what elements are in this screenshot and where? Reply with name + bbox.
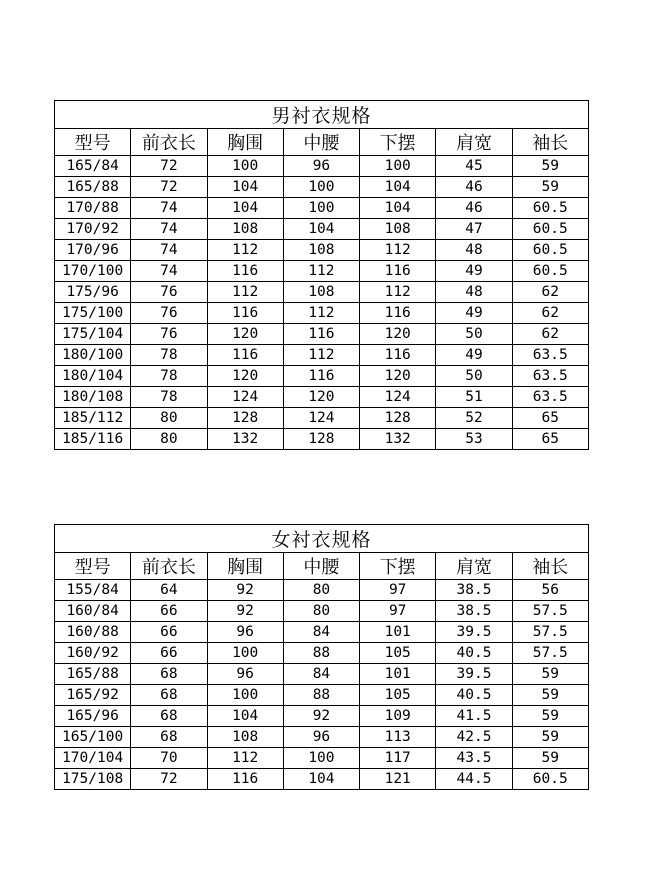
men-table-cell: 100 (283, 177, 359, 198)
women-table-cell: 108 (207, 727, 283, 748)
men-table-row (55, 408, 589, 429)
men-table-cell: 112 (283, 303, 359, 324)
men-table-cell: 180/104 (55, 366, 131, 387)
women-column-header: 型号 (55, 553, 131, 580)
women-table-cell: 92 (207, 601, 283, 622)
men-table-cell: 175/104 (55, 324, 131, 345)
men-table-cell: 128 (283, 429, 359, 450)
women-table-cell: 100 (283, 748, 359, 769)
men-table-title: 男衬衣规格 (55, 101, 589, 129)
men-table-cell: 185/112 (55, 408, 131, 429)
men-table-cell: 60.5 (512, 240, 588, 261)
women-table-cell: 59 (512, 706, 588, 727)
women-table-cell: 70 (131, 748, 207, 769)
men-table-cell: 76 (131, 303, 207, 324)
women-table-cell: 68 (131, 664, 207, 685)
men-table-cell: 49 (436, 345, 512, 366)
men-table-cell: 124 (207, 387, 283, 408)
men-table-row (55, 219, 589, 240)
men-table-cell: 65 (512, 429, 588, 450)
men-table-row (55, 366, 589, 387)
women-table-cell: 105 (360, 643, 436, 664)
men-table-cell: 175/100 (55, 303, 131, 324)
women-table-cell: 92 (207, 580, 283, 601)
women-table-cell: 84 (283, 664, 359, 685)
men-table-cell: 78 (131, 387, 207, 408)
women-table-row (55, 706, 589, 727)
men-table-cell: 108 (360, 219, 436, 240)
women-table-cell: 92 (283, 706, 359, 727)
men-table-cell: 60.5 (512, 219, 588, 240)
men-table-cell: 45 (436, 156, 512, 177)
men-table-cell: 170/96 (55, 240, 131, 261)
women-table-cell: 68 (131, 727, 207, 748)
men-table-row (55, 282, 589, 303)
women-table-cell: 57.5 (512, 601, 588, 622)
men-table-cell: 108 (283, 282, 359, 303)
men-table-cell: 116 (360, 303, 436, 324)
men-table-row (55, 198, 589, 219)
men-table-body (55, 156, 589, 450)
women-table-cell: 72 (131, 769, 207, 790)
women-table-cell: 64 (131, 580, 207, 601)
men-table-cell: 80 (131, 408, 207, 429)
men-table-cell: 46 (436, 198, 512, 219)
women-table-row (55, 769, 589, 790)
men-table-cell: 51 (436, 387, 512, 408)
men-shirt-spec-table (54, 100, 589, 450)
women-table-cell: 41.5 (436, 706, 512, 727)
men-table-cell: 100 (207, 156, 283, 177)
men-table-cell: 49 (436, 303, 512, 324)
women-table-cell: 80 (283, 580, 359, 601)
women-column-header: 肩宽 (436, 553, 512, 580)
men-table-cell: 72 (131, 177, 207, 198)
women-table-cell: 42.5 (436, 727, 512, 748)
men-table-cell: 96 (283, 156, 359, 177)
men-table-row (55, 324, 589, 345)
men-table-cell: 63.5 (512, 345, 588, 366)
men-table-cell: 116 (207, 303, 283, 324)
women-table-cell: 101 (360, 622, 436, 643)
women-table-cell: 97 (360, 580, 436, 601)
men-table-cell: 52 (436, 408, 512, 429)
men-table-cell: 62 (512, 324, 588, 345)
women-table-cell: 40.5 (436, 643, 512, 664)
men-table-cell: 53 (436, 429, 512, 450)
men-table-cell: 128 (207, 408, 283, 429)
men-table-cell: 100 (283, 198, 359, 219)
women-table-cell: 175/108 (55, 769, 131, 790)
women-table-row (55, 643, 589, 664)
women-table-cell: 113 (360, 727, 436, 748)
men-column-header: 前衣长 (131, 129, 207, 156)
women-column-header: 前衣长 (131, 553, 207, 580)
women-column-header: 袖长 (512, 553, 588, 580)
women-table-cell: 165/96 (55, 706, 131, 727)
women-table-cell: 44.5 (436, 769, 512, 790)
women-table-cell: 88 (283, 643, 359, 664)
men-table-cell: 65 (512, 408, 588, 429)
men-column-header: 中腰 (283, 129, 359, 156)
men-table-cell: 175/96 (55, 282, 131, 303)
men-table-cell: 108 (283, 240, 359, 261)
men-table-cell: 116 (360, 261, 436, 282)
women-table-cell: 96 (283, 727, 359, 748)
women-table-cell: 88 (283, 685, 359, 706)
men-table-cell: 60.5 (512, 198, 588, 219)
women-table-cell: 40.5 (436, 685, 512, 706)
women-table-cell: 39.5 (436, 664, 512, 685)
men-table-row (55, 387, 589, 408)
women-table-cell: 84 (283, 622, 359, 643)
women-table-cell: 66 (131, 601, 207, 622)
women-table-cell: 43.5 (436, 748, 512, 769)
women-table-cell: 160/84 (55, 601, 131, 622)
women-table-cell: 105 (360, 685, 436, 706)
women-table-header-row (55, 553, 589, 580)
men-table-cell: 120 (207, 366, 283, 387)
men-column-header: 型号 (55, 129, 131, 156)
women-table-cell: 100 (207, 643, 283, 664)
men-table-cell: 78 (131, 366, 207, 387)
men-table-cell: 104 (207, 177, 283, 198)
women-table-cell: 104 (283, 769, 359, 790)
men-table-header-row (55, 129, 589, 156)
men-table-cell: 46 (436, 177, 512, 198)
women-table-cell: 60.5 (512, 769, 588, 790)
men-table-cell: 72 (131, 156, 207, 177)
women-table-cell: 100 (207, 685, 283, 706)
women-table-cell: 96 (207, 622, 283, 643)
men-table-cell: 74 (131, 198, 207, 219)
men-table-cell: 48 (436, 282, 512, 303)
men-column-header: 胸围 (207, 129, 283, 156)
women-table-cell: 39.5 (436, 622, 512, 643)
men-table-cell: 47 (436, 219, 512, 240)
women-table-row (55, 748, 589, 769)
men-table-cell: 108 (207, 219, 283, 240)
women-table-row (55, 685, 589, 706)
women-table-cell: 155/84 (55, 580, 131, 601)
men-table-cell: 76 (131, 282, 207, 303)
men-column-header: 下摆 (360, 129, 436, 156)
men-table-cell: 120 (283, 387, 359, 408)
men-table-cell: 104 (207, 198, 283, 219)
women-shirt-spec-table (54, 524, 589, 790)
women-table-cell: 112 (207, 748, 283, 769)
women-table-cell: 59 (512, 727, 588, 748)
women-table-cell: 160/92 (55, 643, 131, 664)
women-table-row (55, 664, 589, 685)
men-table-cell: 116 (207, 261, 283, 282)
women-table-cell: 97 (360, 601, 436, 622)
women-table-cell: 165/100 (55, 727, 131, 748)
men-table-cell: 120 (207, 324, 283, 345)
women-table-row (55, 727, 589, 748)
women-table-cell: 59 (512, 664, 588, 685)
men-table-cell: 120 (360, 324, 436, 345)
women-table-row (55, 622, 589, 643)
men-table-cell: 132 (360, 429, 436, 450)
men-table-cell: 50 (436, 366, 512, 387)
men-table-cell: 165/88 (55, 177, 131, 198)
women-table-cell: 59 (512, 748, 588, 769)
men-table-cell: 59 (512, 177, 588, 198)
women-table-cell: 117 (360, 748, 436, 769)
men-table-row (55, 156, 589, 177)
men-table-cell: 170/100 (55, 261, 131, 282)
men-table-row (55, 261, 589, 282)
men-table-cell: 80 (131, 429, 207, 450)
men-table-cell: 128 (360, 408, 436, 429)
men-table-cell: 49 (436, 261, 512, 282)
men-table-row (55, 303, 589, 324)
men-table-cell: 180/108 (55, 387, 131, 408)
men-table-row (55, 240, 589, 261)
women-table-row (55, 601, 589, 622)
men-table-cell: 62 (512, 303, 588, 324)
men-table-cell: 104 (360, 177, 436, 198)
men-table-cell: 74 (131, 219, 207, 240)
men-table-cell: 48 (436, 240, 512, 261)
men-table-cell: 170/88 (55, 198, 131, 219)
men-table-cell: 165/84 (55, 156, 131, 177)
women-table-cell: 160/88 (55, 622, 131, 643)
women-table-cell: 165/88 (55, 664, 131, 685)
women-table-cell: 104 (207, 706, 283, 727)
men-column-header: 肩宽 (436, 129, 512, 156)
men-table-cell: 63.5 (512, 387, 588, 408)
men-table-cell: 180/100 (55, 345, 131, 366)
men-table-cell: 104 (283, 219, 359, 240)
women-table-cell: 57.5 (512, 643, 588, 664)
men-table-cell: 60.5 (512, 261, 588, 282)
men-table-cell: 62 (512, 282, 588, 303)
women-table-cell: 38.5 (436, 580, 512, 601)
men-table-cell: 120 (360, 366, 436, 387)
men-table-cell: 74 (131, 261, 207, 282)
women-table-cell: 68 (131, 706, 207, 727)
men-table-cell: 50 (436, 324, 512, 345)
women-table-cell: 170/104 (55, 748, 131, 769)
men-table-cell: 185/116 (55, 429, 131, 450)
women-column-header: 胸围 (207, 553, 283, 580)
men-table-cell: 104 (360, 198, 436, 219)
men-table-cell: 112 (283, 345, 359, 366)
men-table-cell: 112 (207, 240, 283, 261)
men-table-row (55, 177, 589, 198)
women-table-cell: 57.5 (512, 622, 588, 643)
women-table-cell: 109 (360, 706, 436, 727)
women-table-cell: 165/92 (55, 685, 131, 706)
men-table-cell: 116 (283, 324, 359, 345)
men-table-cell: 100 (360, 156, 436, 177)
women-table-cell: 66 (131, 643, 207, 664)
men-table-cell: 170/92 (55, 219, 131, 240)
men-column-header: 袖长 (512, 129, 588, 156)
women-table-cell: 68 (131, 685, 207, 706)
women-table-cell: 101 (360, 664, 436, 685)
women-column-header: 下摆 (360, 553, 436, 580)
women-table-cell: 56 (512, 580, 588, 601)
men-table-cell: 116 (283, 366, 359, 387)
men-table-cell: 116 (207, 345, 283, 366)
men-table-cell: 59 (512, 156, 588, 177)
women-table-cell: 121 (360, 769, 436, 790)
men-table-cell: 112 (283, 261, 359, 282)
men-table-row (55, 429, 589, 450)
men-table-cell: 112 (360, 240, 436, 261)
women-table-cell: 59 (512, 685, 588, 706)
men-table-cell: 112 (207, 282, 283, 303)
men-table-cell: 76 (131, 324, 207, 345)
women-table-cell: 96 (207, 664, 283, 685)
women-table-cell: 38.5 (436, 601, 512, 622)
women-table-cell: 80 (283, 601, 359, 622)
men-table-row (55, 345, 589, 366)
women-table-body (55, 580, 589, 790)
women-table-title: 女衬衣规格 (55, 525, 589, 553)
men-table-cell: 132 (207, 429, 283, 450)
men-table-cell: 112 (360, 282, 436, 303)
women-table-cell: 66 (131, 622, 207, 643)
women-table-cell: 116 (207, 769, 283, 790)
men-table-cell: 63.5 (512, 366, 588, 387)
men-table-cell: 78 (131, 345, 207, 366)
men-table-cell: 124 (283, 408, 359, 429)
women-column-header: 中腰 (283, 553, 359, 580)
women-table-row (55, 580, 589, 601)
men-table-cell: 116 (360, 345, 436, 366)
men-table-cell: 74 (131, 240, 207, 261)
men-table-cell: 124 (360, 387, 436, 408)
